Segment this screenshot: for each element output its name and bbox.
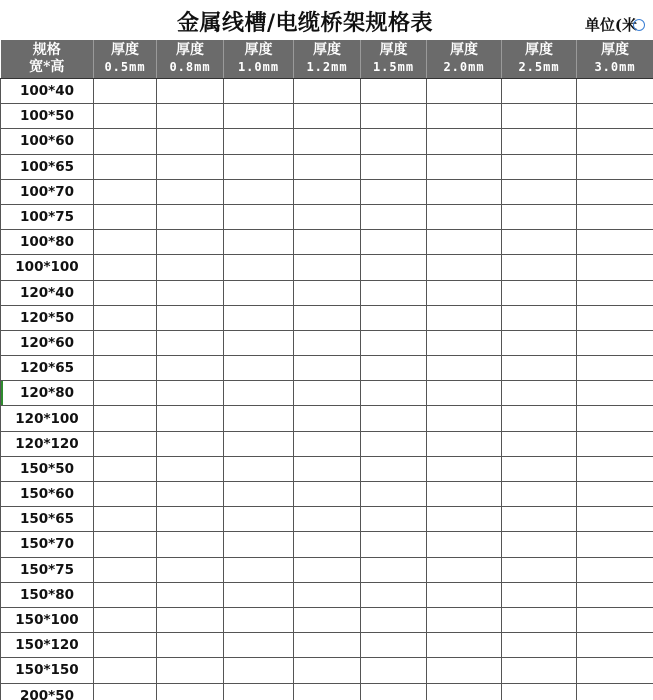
value-cell[interactable] bbox=[94, 582, 157, 607]
value-cell[interactable] bbox=[427, 230, 502, 255]
spec-cell[interactable]: 200*50 bbox=[1, 683, 94, 700]
header-thickness-line2: 0.8mm bbox=[169, 60, 211, 74]
value-cell[interactable] bbox=[157, 381, 224, 406]
table-row bbox=[1, 305, 653, 330]
value-cell[interactable] bbox=[294, 129, 361, 154]
value-cell[interactable] bbox=[294, 633, 361, 658]
value-cell[interactable] bbox=[294, 255, 361, 280]
spec-cell[interactable]: 100*50 bbox=[1, 104, 94, 129]
value-cell[interactable] bbox=[502, 104, 577, 129]
value-cell[interactable] bbox=[577, 255, 653, 280]
header-thickness[interactable] bbox=[427, 40, 502, 79]
value-cell[interactable] bbox=[94, 658, 157, 683]
table-row bbox=[1, 633, 653, 658]
unit-text: 单位(米 bbox=[584, 16, 637, 34]
value-cell[interactable] bbox=[157, 431, 224, 456]
value-cell[interactable] bbox=[577, 482, 653, 507]
spec-table bbox=[0, 40, 653, 700]
value-cell[interactable] bbox=[502, 683, 577, 700]
value-cell[interactable] bbox=[224, 532, 294, 557]
header-thickness-line1: 厚度 bbox=[450, 42, 478, 58]
value-cell[interactable] bbox=[361, 683, 427, 700]
value-cell[interactable] bbox=[502, 381, 577, 406]
value-cell[interactable] bbox=[294, 532, 361, 557]
table-row bbox=[1, 658, 653, 683]
value-cell[interactable] bbox=[157, 532, 224, 557]
value-cell[interactable] bbox=[294, 79, 361, 104]
spec-cell[interactable]: 150*80 bbox=[1, 582, 94, 607]
spec-cell[interactable]: 150*70 bbox=[1, 532, 94, 557]
value-cell[interactable] bbox=[157, 79, 224, 104]
table-row bbox=[1, 230, 653, 255]
value-cell[interactable] bbox=[224, 633, 294, 658]
value-cell[interactable] bbox=[577, 204, 653, 229]
value-cell[interactable] bbox=[157, 658, 224, 683]
value-cell[interactable] bbox=[577, 456, 653, 481]
value-cell[interactable] bbox=[294, 507, 361, 532]
table-row bbox=[1, 179, 653, 204]
value-cell[interactable] bbox=[502, 633, 577, 658]
value-cell[interactable] bbox=[427, 179, 502, 204]
value-cell[interactable] bbox=[294, 204, 361, 229]
value-cell[interactable] bbox=[94, 154, 157, 179]
value-cell[interactable] bbox=[361, 532, 427, 557]
header-thickness[interactable] bbox=[502, 40, 577, 79]
value-cell[interactable] bbox=[361, 456, 427, 481]
value-cell[interactable] bbox=[157, 456, 224, 481]
value-cell[interactable] bbox=[94, 255, 157, 280]
value-cell[interactable] bbox=[427, 532, 502, 557]
value-cell[interactable] bbox=[224, 381, 294, 406]
header-thickness-line1: 厚度 bbox=[111, 42, 139, 58]
value-cell[interactable] bbox=[577, 154, 653, 179]
value-cell[interactable] bbox=[502, 406, 577, 431]
value-cell[interactable] bbox=[577, 129, 653, 154]
value-cell[interactable] bbox=[224, 482, 294, 507]
header-spec[interactable] bbox=[1, 40, 94, 79]
header-spec-line2: 宽*高 bbox=[29, 59, 65, 75]
value-cell[interactable] bbox=[94, 431, 157, 456]
value-cell[interactable] bbox=[294, 305, 361, 330]
value-cell[interactable] bbox=[157, 179, 224, 204]
spec-cell[interactable]: 150*100 bbox=[1, 607, 94, 632]
value-cell[interactable] bbox=[427, 406, 502, 431]
table-row bbox=[1, 104, 653, 129]
value-cell[interactable] bbox=[502, 255, 577, 280]
value-cell[interactable] bbox=[157, 633, 224, 658]
value-cell[interactable] bbox=[577, 406, 653, 431]
value-cell[interactable] bbox=[577, 79, 653, 104]
value-cell[interactable] bbox=[294, 607, 361, 632]
value-cell[interactable] bbox=[94, 204, 157, 229]
value-cell[interactable] bbox=[361, 356, 427, 381]
value-cell[interactable] bbox=[361, 230, 427, 255]
value-cell[interactable] bbox=[361, 557, 427, 582]
header-thickness[interactable] bbox=[294, 40, 361, 79]
table-row bbox=[1, 255, 653, 280]
header-thickness-line1: 厚度 bbox=[525, 42, 553, 58]
value-cell[interactable] bbox=[361, 431, 427, 456]
table-row bbox=[1, 154, 653, 179]
value-cell[interactable] bbox=[427, 280, 502, 305]
value-cell[interactable] bbox=[361, 104, 427, 129]
value-cell[interactable] bbox=[361, 507, 427, 532]
value-cell[interactable] bbox=[502, 431, 577, 456]
sheet-title: 金属线槽/电缆桥架规格表 bbox=[176, 10, 434, 36]
value-cell[interactable] bbox=[427, 507, 502, 532]
value-cell[interactable] bbox=[577, 532, 653, 557]
spec-cell[interactable]: 100*100 bbox=[1, 255, 94, 280]
value-cell[interactable] bbox=[94, 507, 157, 532]
value-cell[interactable] bbox=[577, 431, 653, 456]
value-cell[interactable] bbox=[502, 456, 577, 481]
value-cell[interactable] bbox=[577, 330, 653, 355]
value-cell[interactable] bbox=[502, 330, 577, 355]
header-thickness[interactable] bbox=[577, 40, 653, 79]
value-cell[interactable] bbox=[157, 129, 224, 154]
value-cell[interactable] bbox=[361, 607, 427, 632]
spec-cell[interactable]: 100*70 bbox=[1, 179, 94, 204]
value-cell[interactable] bbox=[577, 381, 653, 406]
spec-cell[interactable]: 120*100 bbox=[1, 406, 94, 431]
value-cell[interactable] bbox=[577, 305, 653, 330]
header-thickness-line1: 厚度 bbox=[176, 42, 204, 58]
spec-cell[interactable]: 100*65 bbox=[1, 154, 94, 179]
value-cell[interactable] bbox=[157, 230, 224, 255]
value-cell[interactable] bbox=[94, 79, 157, 104]
value-cell[interactable] bbox=[577, 557, 653, 582]
table-row bbox=[1, 129, 653, 154]
value-cell[interactable] bbox=[502, 482, 577, 507]
value-cell[interactable] bbox=[427, 557, 502, 582]
value-cell[interactable] bbox=[224, 607, 294, 632]
value-cell[interactable] bbox=[577, 658, 653, 683]
value-cell[interactable] bbox=[224, 431, 294, 456]
value-cell[interactable] bbox=[294, 330, 361, 355]
value-cell[interactable] bbox=[361, 482, 427, 507]
table-row bbox=[1, 582, 653, 607]
value-cell[interactable] bbox=[157, 406, 224, 431]
value-cell[interactable] bbox=[427, 607, 502, 632]
spec-cell[interactable]: 150*150 bbox=[1, 658, 94, 683]
value-cell[interactable] bbox=[577, 179, 653, 204]
value-cell[interactable] bbox=[502, 79, 577, 104]
value-cell[interactable] bbox=[224, 406, 294, 431]
value-cell[interactable] bbox=[294, 406, 361, 431]
value-cell[interactable] bbox=[294, 431, 361, 456]
value-cell[interactable] bbox=[94, 230, 157, 255]
header-thickness[interactable] bbox=[157, 40, 224, 79]
value-cell[interactable] bbox=[427, 255, 502, 280]
spec-cell[interactable]: 120*40 bbox=[1, 280, 94, 305]
value-cell[interactable] bbox=[157, 255, 224, 280]
spec-cell[interactable]: 120*65 bbox=[1, 356, 94, 381]
value-cell[interactable] bbox=[294, 482, 361, 507]
value-cell[interactable] bbox=[427, 633, 502, 658]
spec-cell[interactable]: 120*80 bbox=[1, 381, 94, 406]
value-cell[interactable] bbox=[157, 683, 224, 700]
header-thickness-line1: 厚度 bbox=[379, 42, 408, 58]
value-cell[interactable] bbox=[427, 482, 502, 507]
header-thickness-line2: 2.5mm bbox=[518, 60, 560, 74]
value-cell[interactable] bbox=[427, 330, 502, 355]
value-cell[interactable] bbox=[94, 557, 157, 582]
table-row bbox=[1, 482, 653, 507]
header-thickness-line2: 1.5mm bbox=[372, 60, 415, 74]
value-cell[interactable] bbox=[361, 280, 427, 305]
header-row bbox=[1, 40, 653, 79]
value-cell[interactable] bbox=[94, 381, 157, 406]
table-row bbox=[1, 79, 653, 104]
header-thickness-line1: 厚度 bbox=[601, 42, 629, 58]
value-cell[interactable] bbox=[361, 406, 427, 431]
value-cell[interactable] bbox=[224, 582, 294, 607]
header-thickness-line1: 厚度 bbox=[244, 42, 273, 58]
value-cell[interactable] bbox=[94, 305, 157, 330]
value-cell[interactable] bbox=[224, 557, 294, 582]
spec-cell[interactable]: 150*120 bbox=[1, 633, 94, 658]
value-cell[interactable] bbox=[361, 330, 427, 355]
value-cell[interactable] bbox=[361, 582, 427, 607]
value-cell[interactable] bbox=[427, 658, 502, 683]
value-cell[interactable] bbox=[427, 79, 502, 104]
value-cell[interactable] bbox=[577, 356, 653, 381]
header-thickness[interactable] bbox=[361, 40, 427, 79]
value-cell[interactable] bbox=[502, 280, 577, 305]
table-row bbox=[1, 204, 653, 229]
value-cell[interactable] bbox=[427, 129, 502, 154]
table-row bbox=[1, 356, 653, 381]
value-cell[interactable] bbox=[502, 230, 577, 255]
value-cell[interactable] bbox=[224, 179, 294, 204]
spec-cell[interactable]: 120*50 bbox=[1, 305, 94, 330]
value-cell[interactable] bbox=[224, 683, 294, 700]
value-cell[interactable] bbox=[577, 633, 653, 658]
value-cell[interactable] bbox=[294, 683, 361, 700]
value-cell[interactable] bbox=[294, 230, 361, 255]
value-cell[interactable] bbox=[157, 557, 224, 582]
table-row bbox=[1, 406, 653, 431]
value-cell[interactable] bbox=[577, 683, 653, 700]
spec-cell[interactable]: 150*50 bbox=[1, 456, 94, 481]
spec-cell[interactable]: 150*60 bbox=[1, 482, 94, 507]
value-cell[interactable] bbox=[224, 79, 294, 104]
spec-cell[interactable]: 120*60 bbox=[1, 330, 94, 355]
header-thickness-line2: 2.0mm bbox=[443, 60, 485, 74]
value-cell[interactable] bbox=[361, 79, 427, 104]
value-cell[interactable] bbox=[157, 330, 224, 355]
value-cell[interactable] bbox=[224, 154, 294, 179]
table-row bbox=[1, 507, 653, 532]
value-cell[interactable] bbox=[577, 582, 653, 607]
value-cell[interactable] bbox=[294, 179, 361, 204]
value-cell[interactable] bbox=[427, 154, 502, 179]
value-cell[interactable] bbox=[361, 154, 427, 179]
value-cell[interactable] bbox=[294, 557, 361, 582]
value-cell[interactable] bbox=[157, 305, 224, 330]
unit-label bbox=[585, 14, 645, 35]
spec-cell[interactable]: 100*60 bbox=[1, 129, 94, 154]
value-cell[interactable] bbox=[224, 330, 294, 355]
spec-cell[interactable]: 100*40 bbox=[1, 79, 94, 104]
value-cell[interactable] bbox=[502, 179, 577, 204]
value-cell[interactable] bbox=[94, 406, 157, 431]
header-thickness[interactable] bbox=[224, 40, 294, 79]
value-cell[interactable] bbox=[94, 683, 157, 700]
value-cell[interactable] bbox=[157, 204, 224, 229]
table-row bbox=[1, 431, 653, 456]
value-cell[interactable] bbox=[502, 507, 577, 532]
value-cell[interactable] bbox=[224, 456, 294, 481]
value-cell[interactable] bbox=[361, 255, 427, 280]
value-cell[interactable] bbox=[577, 104, 653, 129]
value-cell[interactable] bbox=[427, 204, 502, 229]
value-cell[interactable] bbox=[224, 356, 294, 381]
value-cell[interactable] bbox=[224, 104, 294, 129]
value-cell[interactable] bbox=[427, 582, 502, 607]
header-spec-line1: 规格 bbox=[32, 42, 61, 58]
value-cell[interactable] bbox=[361, 129, 427, 154]
value-cell[interactable] bbox=[361, 633, 427, 658]
value-cell[interactable] bbox=[94, 129, 157, 154]
header-thickness-line2: 1.2mm bbox=[306, 60, 348, 74]
value-cell[interactable] bbox=[294, 582, 361, 607]
value-cell[interactable] bbox=[577, 230, 653, 255]
value-cell[interactable] bbox=[294, 154, 361, 179]
value-cell[interactable] bbox=[157, 356, 224, 381]
header-thickness-line2: 3.0mm bbox=[594, 60, 636, 74]
value-cell[interactable] bbox=[94, 330, 157, 355]
spec-cell[interactable]: 100*75 bbox=[1, 204, 94, 229]
value-cell[interactable] bbox=[94, 356, 157, 381]
value-cell[interactable] bbox=[94, 633, 157, 658]
value-cell[interactable] bbox=[94, 280, 157, 305]
header-thickness[interactable] bbox=[94, 40, 157, 79]
value-cell[interactable] bbox=[94, 104, 157, 129]
value-cell[interactable] bbox=[157, 154, 224, 179]
value-cell[interactable] bbox=[157, 507, 224, 532]
value-cell[interactable] bbox=[224, 507, 294, 532]
table-row bbox=[1, 683, 653, 700]
value-cell[interactable] bbox=[361, 204, 427, 229]
header-thickness-line2: 0.5mm bbox=[104, 60, 146, 74]
title-row bbox=[0, 0, 653, 40]
table-row bbox=[1, 280, 653, 305]
value-cell[interactable] bbox=[361, 179, 427, 204]
value-cell[interactable] bbox=[157, 582, 224, 607]
header-thickness-line2: 1.0mm bbox=[237, 60, 280, 74]
value-cell[interactable] bbox=[502, 607, 577, 632]
value-cell[interactable] bbox=[427, 381, 502, 406]
value-cell[interactable] bbox=[294, 456, 361, 481]
value-cell[interactable] bbox=[94, 482, 157, 507]
table-row bbox=[1, 381, 653, 406]
value-cell[interactable] bbox=[577, 280, 653, 305]
table-row bbox=[1, 330, 653, 355]
value-cell[interactable] bbox=[502, 532, 577, 557]
spec-cell[interactable]: 100*80 bbox=[1, 230, 94, 255]
value-cell[interactable] bbox=[224, 658, 294, 683]
value-cell[interactable] bbox=[294, 381, 361, 406]
table-body bbox=[1, 79, 653, 700]
spec-cell[interactable]: 150*65 bbox=[1, 507, 94, 532]
header-thickness-line1: 厚度 bbox=[313, 42, 341, 58]
value-cell[interactable] bbox=[427, 104, 502, 129]
value-cell[interactable] bbox=[224, 230, 294, 255]
value-cell[interactable] bbox=[294, 280, 361, 305]
value-cell[interactable] bbox=[427, 683, 502, 700]
value-cell[interactable] bbox=[157, 607, 224, 632]
value-cell[interactable] bbox=[157, 482, 224, 507]
value-cell[interactable] bbox=[502, 154, 577, 179]
table-row bbox=[1, 532, 653, 557]
value-cell[interactable] bbox=[577, 607, 653, 632]
value-cell[interactable] bbox=[224, 255, 294, 280]
value-cell[interactable] bbox=[502, 204, 577, 229]
value-cell[interactable] bbox=[502, 129, 577, 154]
value-cell[interactable] bbox=[94, 456, 157, 481]
value-cell[interactable] bbox=[294, 356, 361, 381]
value-cell[interactable] bbox=[294, 658, 361, 683]
value-cell[interactable] bbox=[94, 607, 157, 632]
spec-cell[interactable]: 120*120 bbox=[1, 431, 94, 456]
value-cell[interactable] bbox=[224, 204, 294, 229]
value-cell[interactable] bbox=[502, 305, 577, 330]
value-cell[interactable] bbox=[157, 104, 224, 129]
value-cell[interactable] bbox=[577, 507, 653, 532]
value-cell[interactable] bbox=[502, 582, 577, 607]
value-cell[interactable] bbox=[427, 456, 502, 481]
value-cell[interactable] bbox=[157, 280, 224, 305]
spec-cell[interactable]: 150*75 bbox=[1, 557, 94, 582]
table-row bbox=[1, 456, 653, 481]
value-cell[interactable] bbox=[361, 658, 427, 683]
value-cell[interactable] bbox=[502, 658, 577, 683]
value-cell[interactable] bbox=[427, 431, 502, 456]
table-row bbox=[1, 607, 653, 632]
value-cell[interactable] bbox=[427, 356, 502, 381]
value-cell[interactable] bbox=[224, 129, 294, 154]
circle-icon bbox=[633, 19, 645, 31]
value-cell[interactable] bbox=[502, 356, 577, 381]
value-cell[interactable] bbox=[361, 305, 427, 330]
value-cell[interactable] bbox=[94, 532, 157, 557]
value-cell[interactable] bbox=[94, 179, 157, 204]
value-cell[interactable] bbox=[502, 557, 577, 582]
value-cell[interactable] bbox=[224, 280, 294, 305]
value-cell[interactable] bbox=[294, 104, 361, 129]
value-cell[interactable] bbox=[224, 305, 294, 330]
value-cell[interactable] bbox=[361, 381, 427, 406]
value-cell[interactable] bbox=[427, 305, 502, 330]
table-row bbox=[1, 557, 653, 582]
